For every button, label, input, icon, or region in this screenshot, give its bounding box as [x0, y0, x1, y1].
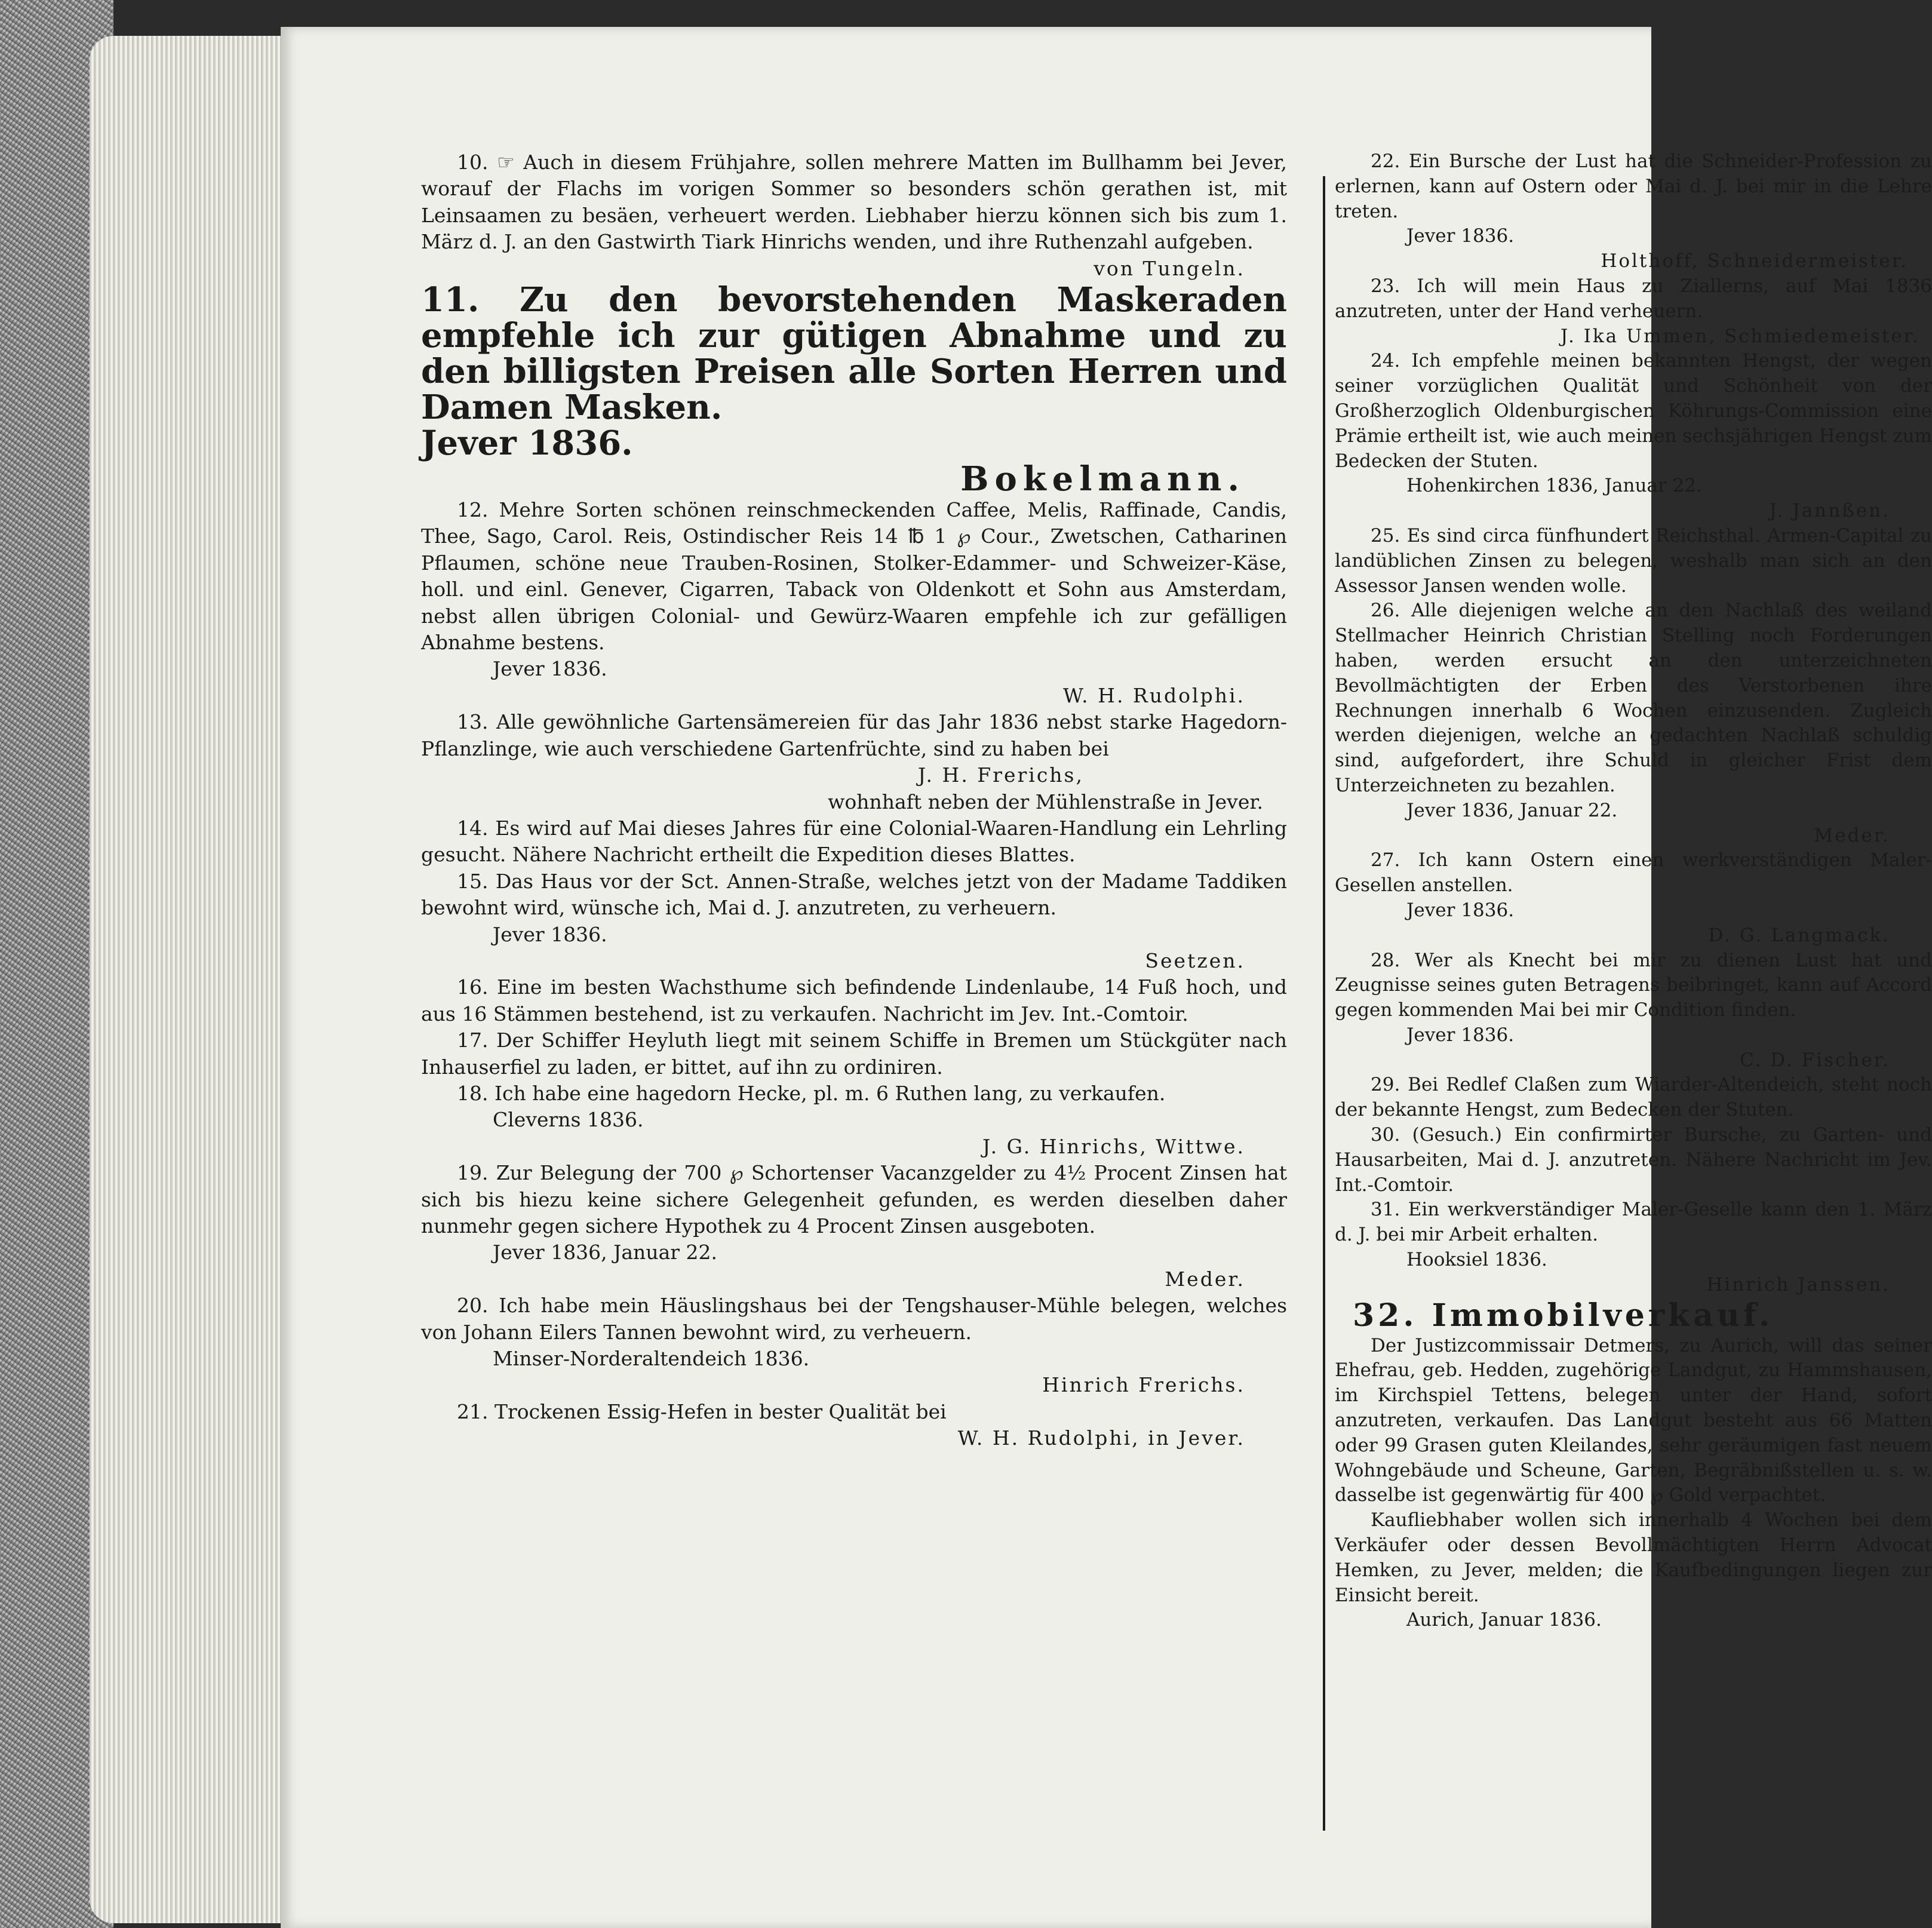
section-heading: 32. Immobilverkauf. — [1353, 1297, 1774, 1334]
ad-19: 19. Zur Belegung der 700 ℘ Schortenser Vacanzgelder zu 4½ Procent Zinsen hat sich bis hiezu keine sichere Gelegenheit gefunden, es werden dieselben daher nunmehr gegen sichere Hypothek zu 4 Procent Zinsen ausgeboten. Jever 1836, Januar 22. Meder. — [421, 1161, 1287, 1291]
ad-26: 26. Alle diejenigen welche an den Nachlaß des weiland Stellmacher Heinrich Christian Stelling noch Forderungen haben, werden ersucht an den unterzeichneten Bevollmächtigten der Erben des Verstorbenen ihre Rechnungen innerhalb 6 Wochen einzusenden. Zugleich werden diejenigen, welche an gedachten Nachlaß schuldig sind, aufgefordert, ihre Schuld in gleicher Frist dem Unterzeichneten zu bezahlen. Jever 1836, Januar 22. Meder. — [1335, 600, 1932, 846]
left-column — [421, 149, 1287, 1452]
page-stack — [90, 36, 293, 1923]
ad-30: 30. (Gesuch.) Ein confirmirter Bursche, zu Garten- und Hausarbeiten, Mai d. J. anzutreten. Nähere Nachricht im Jev. Int.-Comtoir. — [1335, 1124, 1932, 1196]
ad-17: 17. Der Schiffer Heyluth liegt mit seinem Schiffe in Bremen um Stückgüter nach Inhauserfiel zu laden, er bittet, auf ihn zu ordiniren. — [421, 1029, 1287, 1079]
ad-12: 12. Mehre Sorten schönen reinschmeckenden Caffee, Melis, Raffinade, Candis, Thee, Sago, Carol. Reis, Ostindischer Reis 14 ℔ 1 ℘ Cour., Zwetschen, Catharinen Pflaumen, schöne neue Trauben-Rosinen, Stolker-Edammer- und Schweizer-Käse, holl. und einl. Genever, Cigarren, Taback von Oldenkott et Sohn aus Amsterdam, nebst allen übrigen Colonial- und Gewürz-Waaren empfehle ich zur gefälligen Abnahme bestens. Jever 1836. W. H. Rudolphi. — [421, 498, 1287, 707]
ad-16: 16. Eine im besten Wachsthume sich befindende Lindenlaube, 14 Fuß hoch, und aus 16 Stämmen bestehend, ist zu verkaufen. Nachricht im Jev. Int.-Comtoir. — [421, 975, 1287, 1026]
ad-29: 29. Bei Redlef Claßen zum Wiarder-Altendeich, steht noch der bekannte Hengst, zum Bedecken der Stuten. — [1335, 1074, 1932, 1121]
ad-22: 22. Ein Bursche der Lust hat die Schneider-Profession zu erlernen, kann auf Ostern oder Mai d. J. bei mir in die Lehre treten. Jever 1836. Holthoff, Schneidermeister. — [1335, 151, 1932, 272]
ad-10: 10. ☞ Auch in diesem Frühjahre, sollen mehrere Matten im Bullhamm bei Jever, worauf der Flachs im vorigen Sommer so besonders schön gerathen ist, mit Leinsaamen zu besäen, verheuert werden. Liebhaber hierzu können sich bis zum 1. März d. J. an den Gastwirth Tiark Hinrichs wenden, und ihre Ruthenzahl aufgeben. von Tungeln. — [421, 151, 1287, 280]
ad-23: 23. Ich will mein Haus zu Ziallerns, auf Mai 1836 anzutreten, unter der Hand verheuern. J. Ika Ummen, Schmiedemeister. — [1335, 275, 1932, 347]
ad-21: 21. Trockenen Essig-Hefen in bester Qualität bei W. H. Rudolphi, in Jever. — [457, 1399, 1245, 1450]
ad-31: 31. Ein werkverständiger Maler-Geselle kann den 1. März d. J. bei mir Arbeit erhalten. Hooksiel 1836. Hinrich Janssen. — [1335, 1199, 1932, 1295]
ad-18: 18. Ich habe eine hagedorn Hecke, pl. m. 6 Ruthen lang, zu verkaufen. Cleverns 1836. J. G. Hinrichs, Wittwe. — [457, 1081, 1245, 1158]
ad-14: 14. Es wird auf Mai dieses Jahres für eine Colonial-Waaren-Handlung ein Lehrling gesucht. Nähere Nachricht ertheilt die Expedition dieses Blattes. — [421, 816, 1287, 867]
ad-20: 20. Ich habe mein Häuslingshaus bei der Tengshauser-Mühle belegen, welches von Johann Eilers Tannen bewohnt wird, zu verheuern. Minser-Norderaltendeich 1836. Hinrich Frerichs. — [421, 1294, 1287, 1397]
newspaper-page — [281, 27, 1932, 1928]
right-column — [1335, 149, 1932, 1633]
ad-32: 32. Immobilverkauf. Der Justizcommissair Detmers, zu Aurich, will das seiner Ehefrau, geb. Hedden, zugehörige Landgut, zu Hammshausen, im Kirchspiel Tettens, belegen unter der Hand, sofort anzutreten, verkaufen. Das Landgut besteht aus 66 Matten oder 99 Grasen guten Kleilandes, sehr geräumigen fast neuem Wohngebäude und Scheune, Garten, Begräbnißstellen u. s. w. dasselbe ist gegenwärtig für 400 ℘ Gold verpachtet. Kaufliebhaber wollen sich innerhalb 4 Wochen bei dem Verkäufer oder dessen Bevollmächtigten Herrn Advocat Hemken, zu Jever, melden; die Kaufbedingungen liegen zur Einsicht bereit. Aurich, Januar 1836. — [1335, 1297, 1932, 1631]
ad-11: 11. Zu den bevorstehenden Maskeraden empfehle ich zur gütigen Abnahme und zu den billigsten Preisen alle Sorten Herren und Damen Masken. Jever 1836. Bokelmann. — [421, 280, 1287, 499]
ad-24: 24. Ich empfehle meinen bekannten Hengst, der wegen seiner vorzüglichen Qualität und Schönheit von der Großherzoglich Oldenburgischen Köhrungs-Commission eine Prämie ertheilt ist, wie auch meinen sechsjährigen Hengst zum Bedecken der Stuten. Hohenkirchen 1836, Januar 22. J. Jannßen. — [1335, 350, 1932, 522]
ad-15: 15. Das Haus vor der Sct. Annen-Straße, welches jetzt von der Madame Taddiken bewohnt wird, wünsche ich, Mai d. J. anzutreten, zu verheuern. Jever 1836. Seetzen. — [421, 869, 1287, 972]
ad-28: 28. Wer als Knecht bei mir zu dienen Lust hat und Zeugnisse seines guten Betragens beibringet, kann auf Accord gegen kommenden Mai bei mir Condition finden. Jever 1836. C. D. Fischer. — [1335, 949, 1932, 1071]
ad-13: 13. Alle gewöhnliche Gartensämereien für das Jahr 1836 nebst starke Hagedorn-Pflanzlinge, wie auch verschiedene Gartenfrüchte, sind zu haben bei J. H. Frerichs, wohnhaft neben der Mühlenstraße in Jever. — [421, 710, 1287, 813]
ad-25: 25. Es sind circa fünfhundert Reichsthal. Armen-Capital zu landüblichen Zinsen zu belegen, weshalb man sich an den Assessor Jansen wenden wolle. — [1335, 524, 1932, 597]
ad-27: 27. Ich kann Ostern einen werkverständigen Maler-Gesellen anstellen. Jever 1836. D. G. Langmack. — [1335, 849, 1932, 946]
column-divider — [1323, 176, 1325, 1831]
